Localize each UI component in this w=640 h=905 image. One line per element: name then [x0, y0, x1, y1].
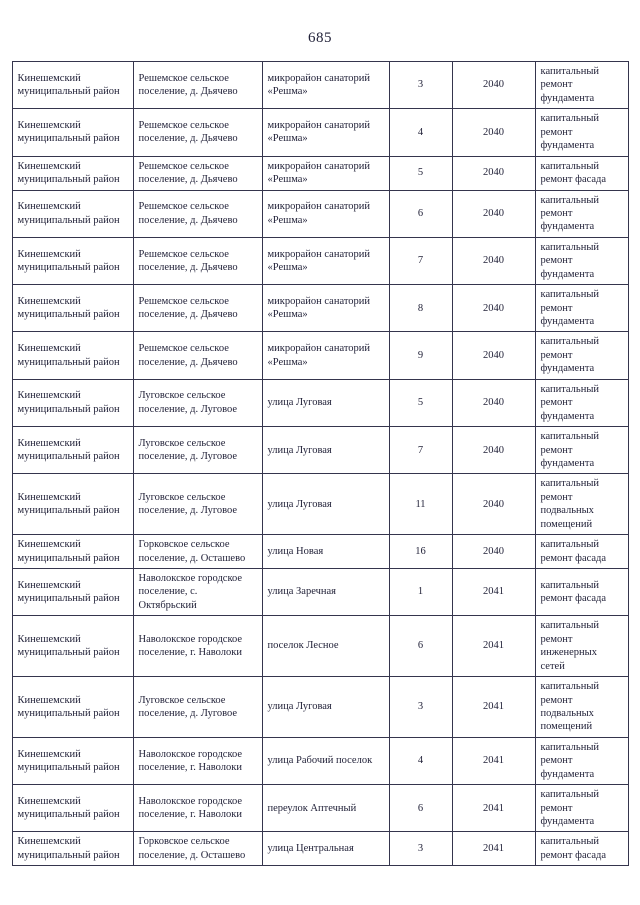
district-cell: Кинешемский муниципальный район — [12, 109, 133, 156]
table-row — [12, 379, 628, 426]
street-cell: микрорайон санаторий «Решма» — [262, 109, 389, 156]
district-cell: Кинешемский муниципальный район — [12, 427, 133, 474]
table-row — [12, 332, 628, 379]
house-number-cell: 4 — [389, 109, 452, 156]
work-type-cell: капитальный ремонт фундамента — [535, 332, 628, 379]
year-cell: 2040 — [452, 109, 535, 156]
street-cell: микрорайон санаторий «Решма» — [262, 62, 389, 109]
street-cell: микрорайон санаторий «Решма» — [262, 190, 389, 237]
table-row — [12, 156, 628, 190]
house-number-cell: 7 — [389, 237, 452, 284]
house-number-cell: 9 — [389, 332, 452, 379]
house-number-cell: 3 — [389, 832, 452, 866]
street-cell: улица Луговая — [262, 379, 389, 426]
work-type-cell: капитальный ремонт фундамента — [535, 109, 628, 156]
year-cell: 2041 — [452, 569, 535, 616]
work-type-cell: капитальный ремонт фундамента — [535, 285, 628, 332]
year-cell: 2041 — [452, 737, 535, 784]
settlement-cell: Наволокское городское поселение, г. Наволоки — [133, 785, 262, 832]
house-number-cell: 1 — [389, 569, 452, 616]
settlement-cell: Луговское сельское поселение, д. Луговое — [133, 474, 262, 535]
district-cell: Кинешемский муниципальный район — [12, 737, 133, 784]
table-row — [12, 474, 628, 535]
year-cell: 2040 — [452, 62, 535, 109]
house-number-cell: 3 — [389, 677, 452, 738]
work-type-cell: капитальный ремонт инженерных сетей — [535, 616, 628, 677]
street-cell: улица Луговая — [262, 474, 389, 535]
settlement-cell: Луговское сельское поселение, д. Луговое — [133, 379, 262, 426]
district-cell: Кинешемский муниципальный район — [12, 379, 133, 426]
work-type-cell: капитальный ремонт фасада — [535, 156, 628, 190]
settlement-cell: Наволокское городское поселение, г. Наволоки — [133, 616, 262, 677]
work-type-cell: капитальный ремонт подвальных помещений — [535, 474, 628, 535]
work-type-cell: капитальный ремонт фундамента — [535, 379, 628, 426]
settlement-cell: Луговское сельское поселение, д. Луговое — [133, 677, 262, 738]
street-cell: микрорайон санаторий «Решма» — [262, 332, 389, 379]
year-cell: 2040 — [452, 535, 535, 569]
table-row — [12, 237, 628, 284]
work-type-cell: капитальный ремонт подвальных помещений — [535, 677, 628, 738]
house-number-cell: 4 — [389, 737, 452, 784]
district-cell: Кинешемский муниципальный район — [12, 535, 133, 569]
district-cell: Кинешемский муниципальный район — [12, 677, 133, 738]
settlement-cell: Решемское сельское поселение, д. Дьячево — [133, 332, 262, 379]
work-type-cell: капитальный ремонт фундамента — [535, 427, 628, 474]
street-cell: улица Луговая — [262, 427, 389, 474]
year-cell: 2040 — [452, 379, 535, 426]
table-row — [12, 190, 628, 237]
street-cell: улица Заречная — [262, 569, 389, 616]
year-cell: 2040 — [452, 237, 535, 284]
work-type-cell: капитальный ремонт фундамента — [535, 190, 628, 237]
table-row — [12, 62, 628, 109]
year-cell: 2041 — [452, 832, 535, 866]
settlement-cell: Горковское сельское поселение, д. Осташево — [133, 535, 262, 569]
work-type-cell: капитальный ремонт фасада — [535, 535, 628, 569]
table-row — [12, 785, 628, 832]
repair-schedule-table — [12, 61, 629, 866]
street-cell: улица Рабочий поселок — [262, 737, 389, 784]
house-number-cell: 5 — [389, 156, 452, 190]
settlement-cell: Горковское сельское поселение, д. Осташево — [133, 832, 262, 866]
house-number-cell: 6 — [389, 616, 452, 677]
settlement-cell: Решемское сельское поселение, д. Дьячево — [133, 109, 262, 156]
year-cell: 2040 — [452, 427, 535, 474]
work-type-cell: капитальный ремонт фасада — [535, 569, 628, 616]
table-row — [12, 535, 628, 569]
district-cell: Кинешемский муниципальный район — [12, 190, 133, 237]
year-cell: 2040 — [452, 332, 535, 379]
settlement-cell: Наволокское городское поселение, с. Октябрьский — [133, 569, 262, 616]
settlement-cell: Решемское сельское поселение, д. Дьячево — [133, 156, 262, 190]
work-type-cell: капитальный ремонт фундамента — [535, 237, 628, 284]
district-cell: Кинешемский муниципальный район — [12, 616, 133, 677]
year-cell: 2041 — [452, 785, 535, 832]
street-cell: поселок Лесное — [262, 616, 389, 677]
table-row — [12, 569, 628, 616]
house-number-cell: 11 — [389, 474, 452, 535]
year-cell: 2041 — [452, 616, 535, 677]
settlement-cell: Наволокское городское поселение, г. Наволоки — [133, 737, 262, 784]
settlement-cell: Решемское сельское поселение, д. Дьячево — [133, 62, 262, 109]
street-cell: микрорайон санаторий «Решма» — [262, 237, 389, 284]
house-number-cell: 5 — [389, 379, 452, 426]
district-cell: Кинешемский муниципальный район — [12, 332, 133, 379]
house-number-cell: 7 — [389, 427, 452, 474]
street-cell: микрорайон санаторий «Решма» — [262, 156, 389, 190]
year-cell: 2041 — [452, 677, 535, 738]
table-row — [12, 677, 628, 738]
settlement-cell: Решемское сельское поселение, д. Дьячево — [133, 237, 262, 284]
table-row — [12, 427, 628, 474]
street-cell: улица Луговая — [262, 677, 389, 738]
work-type-cell: капитальный ремонт фасада — [535, 832, 628, 866]
street-cell: улица Центральная — [262, 832, 389, 866]
settlement-cell: Луговское сельское поселение, д. Луговое — [133, 427, 262, 474]
page-number: 685 — [308, 30, 332, 46]
house-number-cell: 6 — [389, 190, 452, 237]
settlement-cell: Решемское сельское поселение, д. Дьячево — [133, 190, 262, 237]
year-cell: 2040 — [452, 190, 535, 237]
street-cell: микрорайон санаторий «Решма» — [262, 285, 389, 332]
table-row — [12, 285, 628, 332]
table-row — [12, 616, 628, 677]
settlement-cell: Решемское сельское поселение, д. Дьячево — [133, 285, 262, 332]
district-cell: Кинешемский муниципальный район — [12, 474, 133, 535]
table-row — [12, 832, 628, 866]
year-cell: 2040 — [452, 285, 535, 332]
house-number-cell: 16 — [389, 535, 452, 569]
work-type-cell: капитальный ремонт фундамента — [535, 737, 628, 784]
district-cell: Кинешемский муниципальный район — [12, 237, 133, 284]
district-cell: Кинешемский муниципальный район — [12, 285, 133, 332]
street-cell: переулок Аптечный — [262, 785, 389, 832]
table-row — [12, 737, 628, 784]
district-cell: Кинешемский муниципальный район — [12, 569, 133, 616]
district-cell: Кинешемский муниципальный район — [12, 832, 133, 866]
year-cell: 2040 — [452, 156, 535, 190]
house-number-cell: 6 — [389, 785, 452, 832]
work-type-cell: капитальный ремонт фундамента — [535, 785, 628, 832]
house-number-cell: 3 — [389, 62, 452, 109]
work-type-cell: капитальный ремонт фундамента — [535, 62, 628, 109]
district-cell: Кинешемский муниципальный район — [12, 785, 133, 832]
schedule-table-body — [12, 62, 628, 866]
year-cell: 2040 — [452, 474, 535, 535]
street-cell: улица Новая — [262, 535, 389, 569]
house-number-cell: 8 — [389, 285, 452, 332]
district-cell: Кинешемский муниципальный район — [12, 156, 133, 190]
district-cell: Кинешемский муниципальный район — [12, 62, 133, 109]
table-row — [12, 109, 628, 156]
